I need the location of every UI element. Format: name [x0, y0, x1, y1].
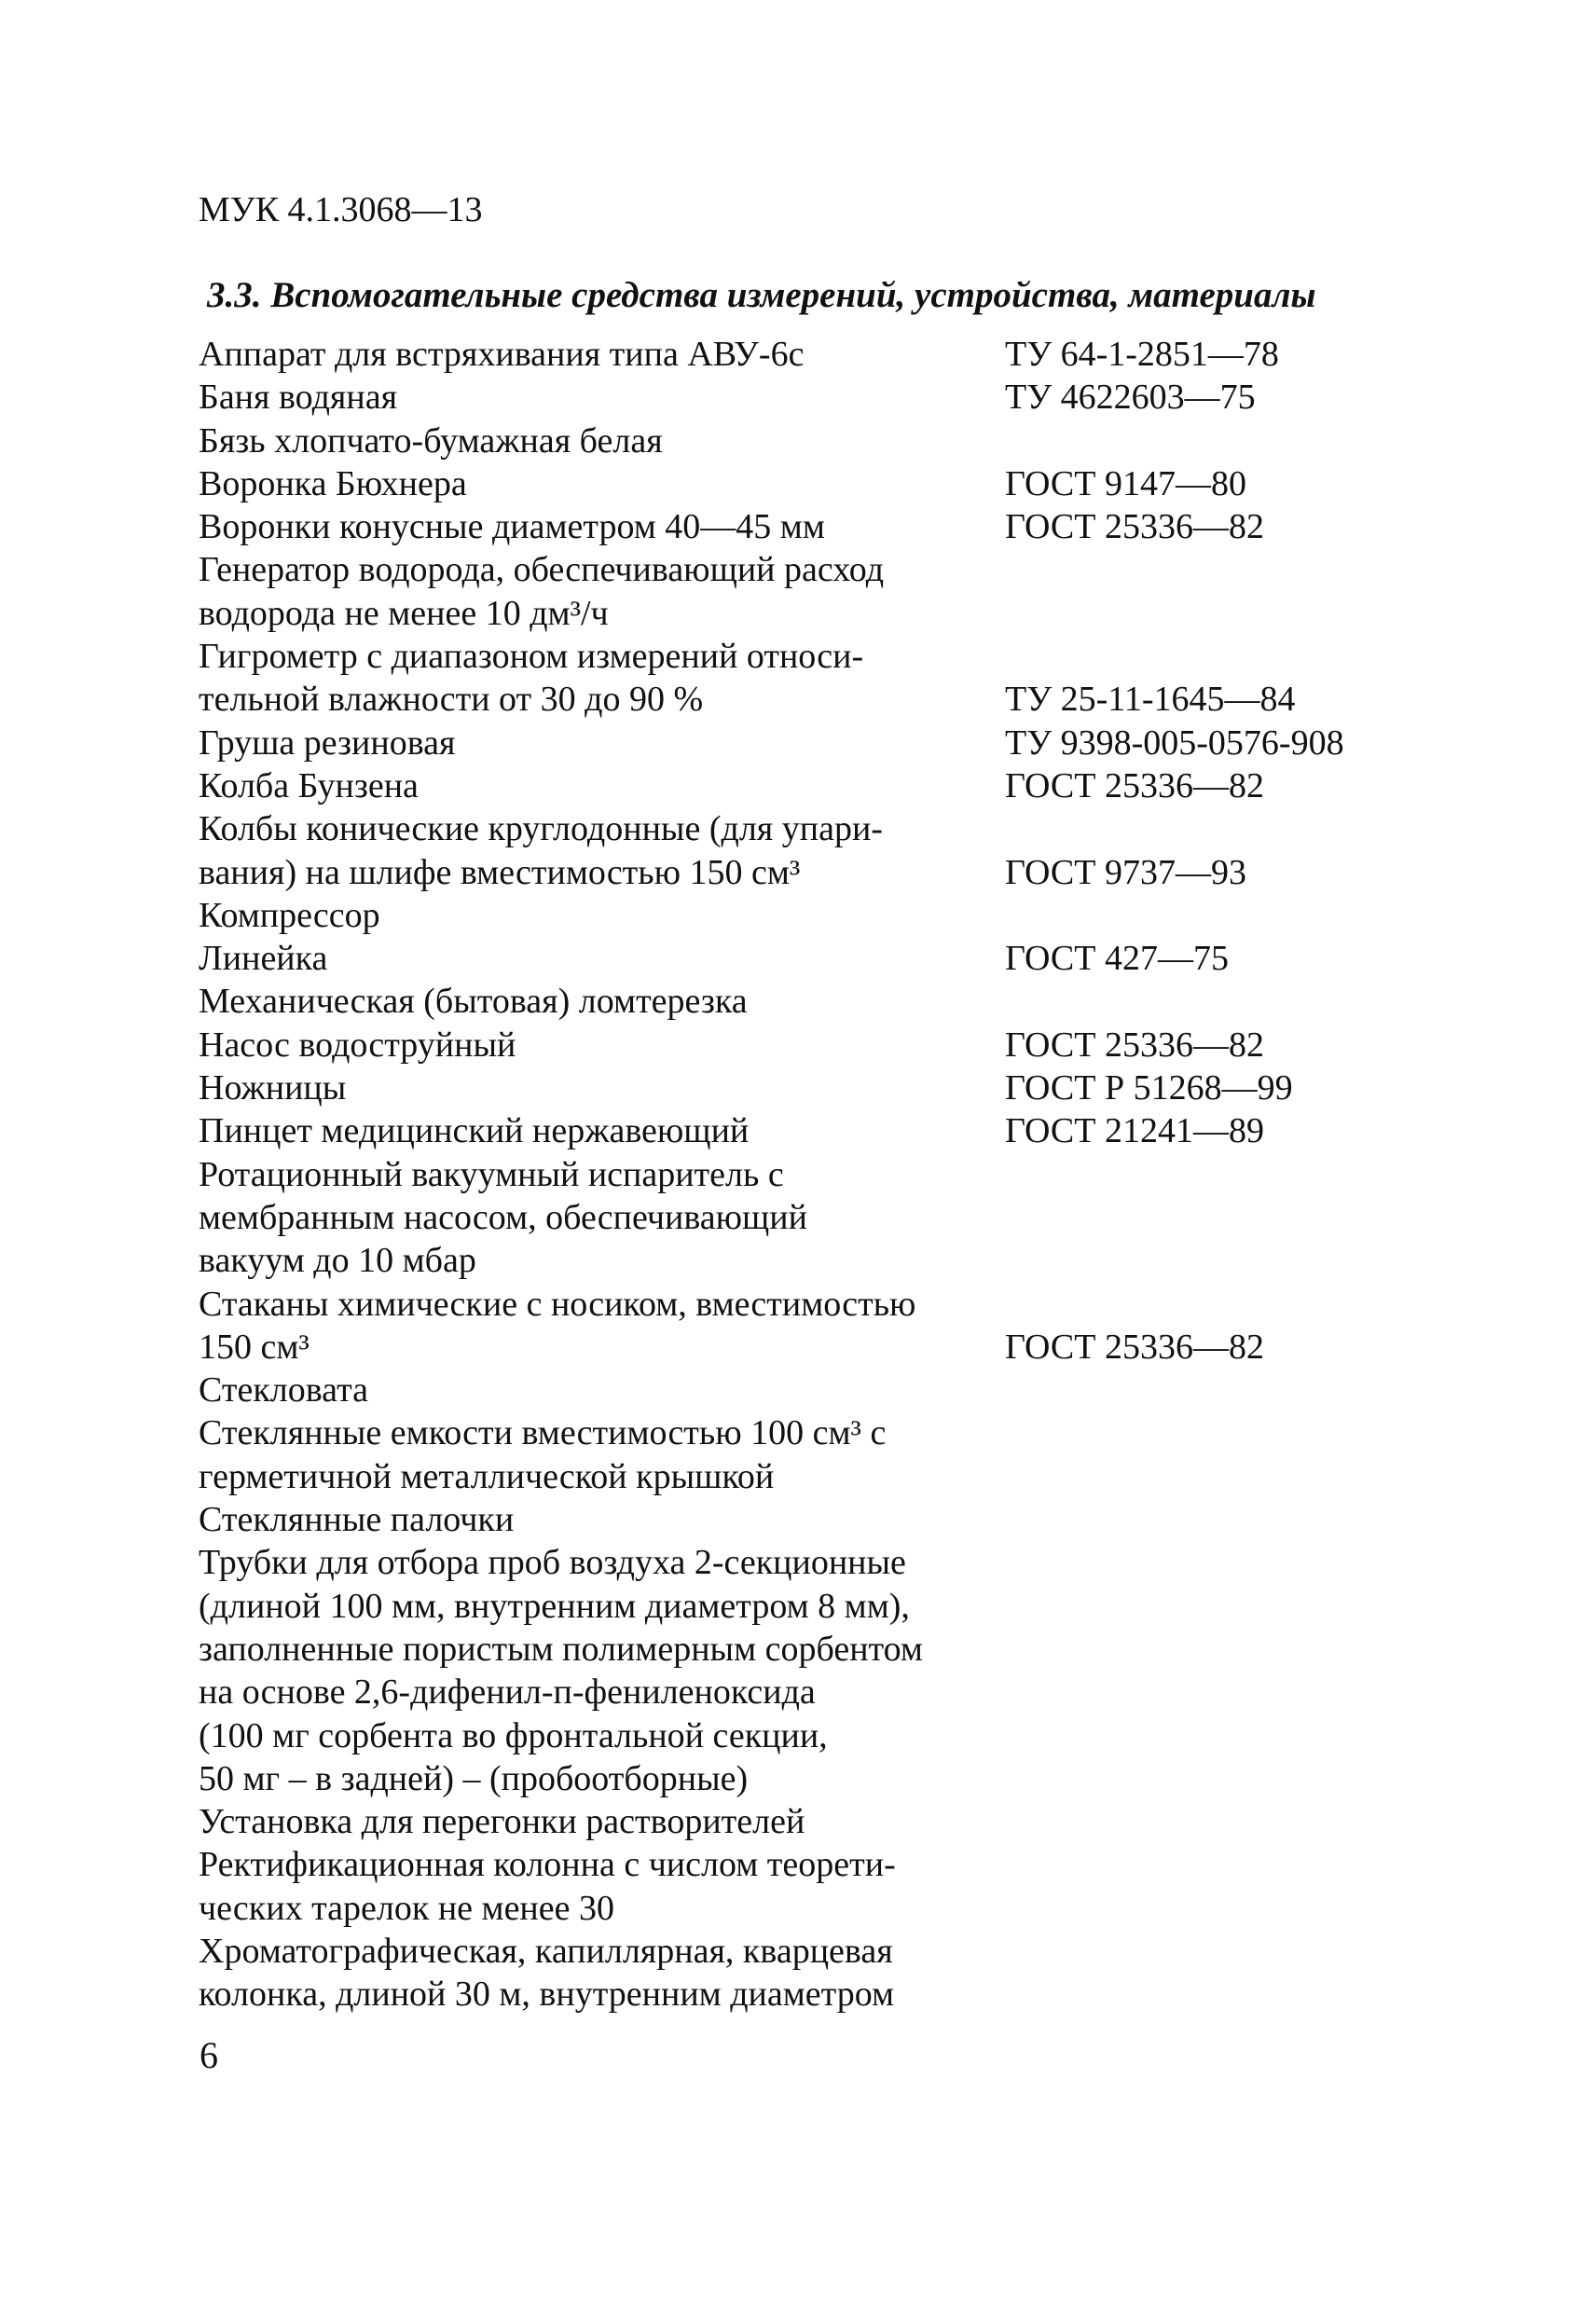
item-name-line: Насос водоструйный [199, 1025, 516, 1065]
list-item [199, 807, 1410, 894]
item-name-line: Стеклянные палочки [199, 1500, 515, 1540]
item-name [199, 1369, 1005, 1411]
item-name-line: Воронка Бюхнера [199, 463, 467, 503]
item-name-line: Груша резиновая [199, 722, 456, 763]
item-standard: ТУ 9398-005-0576-908 [1005, 722, 1344, 763]
item-standard: ТУ 4622603—75 [1005, 378, 1256, 418]
item-name-line: Бязь хлопчато-бумажная белая [199, 420, 663, 461]
item-name-line: вакуум до 10 мбар [199, 1241, 476, 1281]
item-name-line: Колба Бунзена [199, 765, 419, 805]
item-name-line: (100 мг сорбента во фронтальной секции, [199, 1715, 828, 1755]
item-name [199, 1153, 1005, 1283]
item-name [199, 764, 1005, 807]
item-name [199, 548, 1005, 635]
list-item [199, 1369, 1410, 1411]
item-name [199, 894, 1005, 937]
item-name [199, 333, 1005, 376]
item-name [199, 1498, 1005, 1541]
item-standard: ГОСТ 9147—80 [1005, 463, 1246, 503]
item-name [199, 980, 1005, 1023]
section-title: 3.3. Вспомогательные средства измерений, устройства, материалы [207, 275, 1316, 315]
item-name-line: Компрессор [199, 895, 380, 935]
list-item [199, 333, 1410, 376]
item-standard: ГОСТ 427—75 [1005, 939, 1229, 979]
item-name [199, 376, 1005, 419]
item-name-line: 50 мг – в задней) – (пробоотборные) [199, 1758, 749, 1798]
item-name [199, 1930, 1005, 2016]
item-name-line: Баня водяная [199, 378, 398, 418]
list-item [199, 937, 1410, 980]
item-name-line: Ротационный вакуумный испаритель с [199, 1154, 784, 1194]
item-name [199, 1800, 1005, 1843]
item-name [199, 1411, 1005, 1498]
item-name [199, 420, 1005, 462]
item-name [199, 1283, 1005, 1369]
item-name-line: Установка для перегонки растворителей [199, 1802, 805, 1842]
item-standard: ГОСТ 9737—93 [1005, 852, 1246, 892]
item-name-line: Воронки конусные диаметром 40—45 мм [199, 507, 825, 547]
item-name-line: Генератор водорода, обеспечивающий расход [199, 550, 885, 590]
list-item [199, 505, 1410, 548]
item-name-line: тельной влажности от 30 до 90 % [199, 680, 704, 720]
list-item [199, 462, 1410, 505]
list-item [199, 1024, 1410, 1067]
list-item [199, 376, 1410, 419]
item-standard: ГОСТ 25336—82 [1005, 507, 1264, 547]
list-item [199, 1411, 1410, 1498]
list-item [199, 764, 1410, 807]
item-name-line: Ректификационная колонна с числом теорети- [199, 1845, 896, 1885]
item-name-line: водорода не менее 10 дм³/ч [199, 593, 609, 633]
item-name-line: Колбы конические круглодонные (для упари- [199, 809, 883, 849]
item-name [199, 1541, 1005, 1800]
item-name-line: Гигрометр с диапазоном измерений относи- [199, 637, 864, 677]
item-name-line: Стекловата [199, 1370, 369, 1411]
list-item [199, 635, 1410, 722]
item-name-line: колонка, длиной 30 м, внутренним диаметром [199, 1975, 895, 2015]
item-name-line: ческих тарелок не менее 30 [199, 1888, 614, 1928]
list-item [199, 1498, 1410, 1541]
item-name [199, 505, 1005, 548]
item-name [199, 462, 1005, 505]
item-standard: ГОСТ 25336—82 [1005, 765, 1264, 805]
document-code-header: МУК 4.1.3068—13 [199, 190, 483, 229]
list-item [199, 1283, 1410, 1369]
list-item [199, 420, 1410, 462]
item-name [199, 1067, 1005, 1109]
item-name-line: вания) на шлифе вместимостью 150 см³ [199, 852, 801, 892]
equipment-list [199, 333, 1410, 2016]
list-item [199, 1067, 1410, 1109]
item-standard: ТУ 25-11-1645—84 [1005, 680, 1296, 720]
list-item [199, 1109, 1410, 1152]
item-name-line: Ножницы [199, 1068, 347, 1108]
item-name [199, 1024, 1005, 1067]
item-name [199, 635, 1005, 722]
list-item [199, 894, 1410, 937]
item-name-line: Аппарат для встряхивания типа АВУ-6с [199, 335, 805, 374]
item-standard: ТУ 64-1-2851—78 [1005, 335, 1279, 374]
item-standard: ГОСТ 21241—89 [1005, 1111, 1264, 1151]
list-item [199, 1800, 1410, 1843]
list-item [199, 548, 1410, 635]
list-item [199, 722, 1410, 764]
item-name-line: Линейка [199, 939, 328, 979]
list-item [199, 1930, 1410, 2016]
page-number: 6 [200, 2034, 218, 2076]
item-name-line: Пинцет медицинский нержавеющий [199, 1111, 750, 1151]
list-item [199, 1153, 1410, 1283]
item-name-line: герметичной металлической крышкой [199, 1456, 775, 1496]
list-item [199, 1843, 1410, 1930]
item-name-line: мембранным насосом, обеспечивающий [199, 1197, 807, 1237]
item-name-line: Трубки для отбора проб воздуха 2-секционные [199, 1543, 906, 1583]
list-item [199, 980, 1410, 1023]
item-name-line: Механическая (бытовая) ломтерезка [199, 982, 748, 1022]
item-name-line: Стаканы химические с носиком, вместимостью [199, 1284, 916, 1324]
item-name [199, 937, 1005, 980]
item-name [199, 807, 1005, 894]
item-standard: ГОСТ Р 51268—99 [1005, 1068, 1293, 1108]
item-name-line: заполненные пористым полимерным сорбентом [199, 1629, 923, 1669]
item-standard: ГОСТ 25336—82 [1005, 1025, 1264, 1065]
item-name-line: Хроматографическая, капиллярная, кварцевая [199, 1931, 893, 1971]
item-name [199, 1843, 1005, 1930]
item-name [199, 722, 1005, 764]
item-name [199, 1109, 1005, 1152]
item-name-line: (длиной 100 мм, внутренним диаметром 8 мм), [199, 1586, 910, 1626]
item-name-line: Стеклянные емкости вместимостью 100 см³ с [199, 1413, 887, 1453]
item-name-line: 150 см³ [199, 1327, 310, 1367]
item-standard: ГОСТ 25336—82 [1005, 1327, 1264, 1367]
list-item [199, 1541, 1410, 1800]
item-name-line: на основе 2,6-дифенил-п-фениленоксида [199, 1672, 816, 1713]
